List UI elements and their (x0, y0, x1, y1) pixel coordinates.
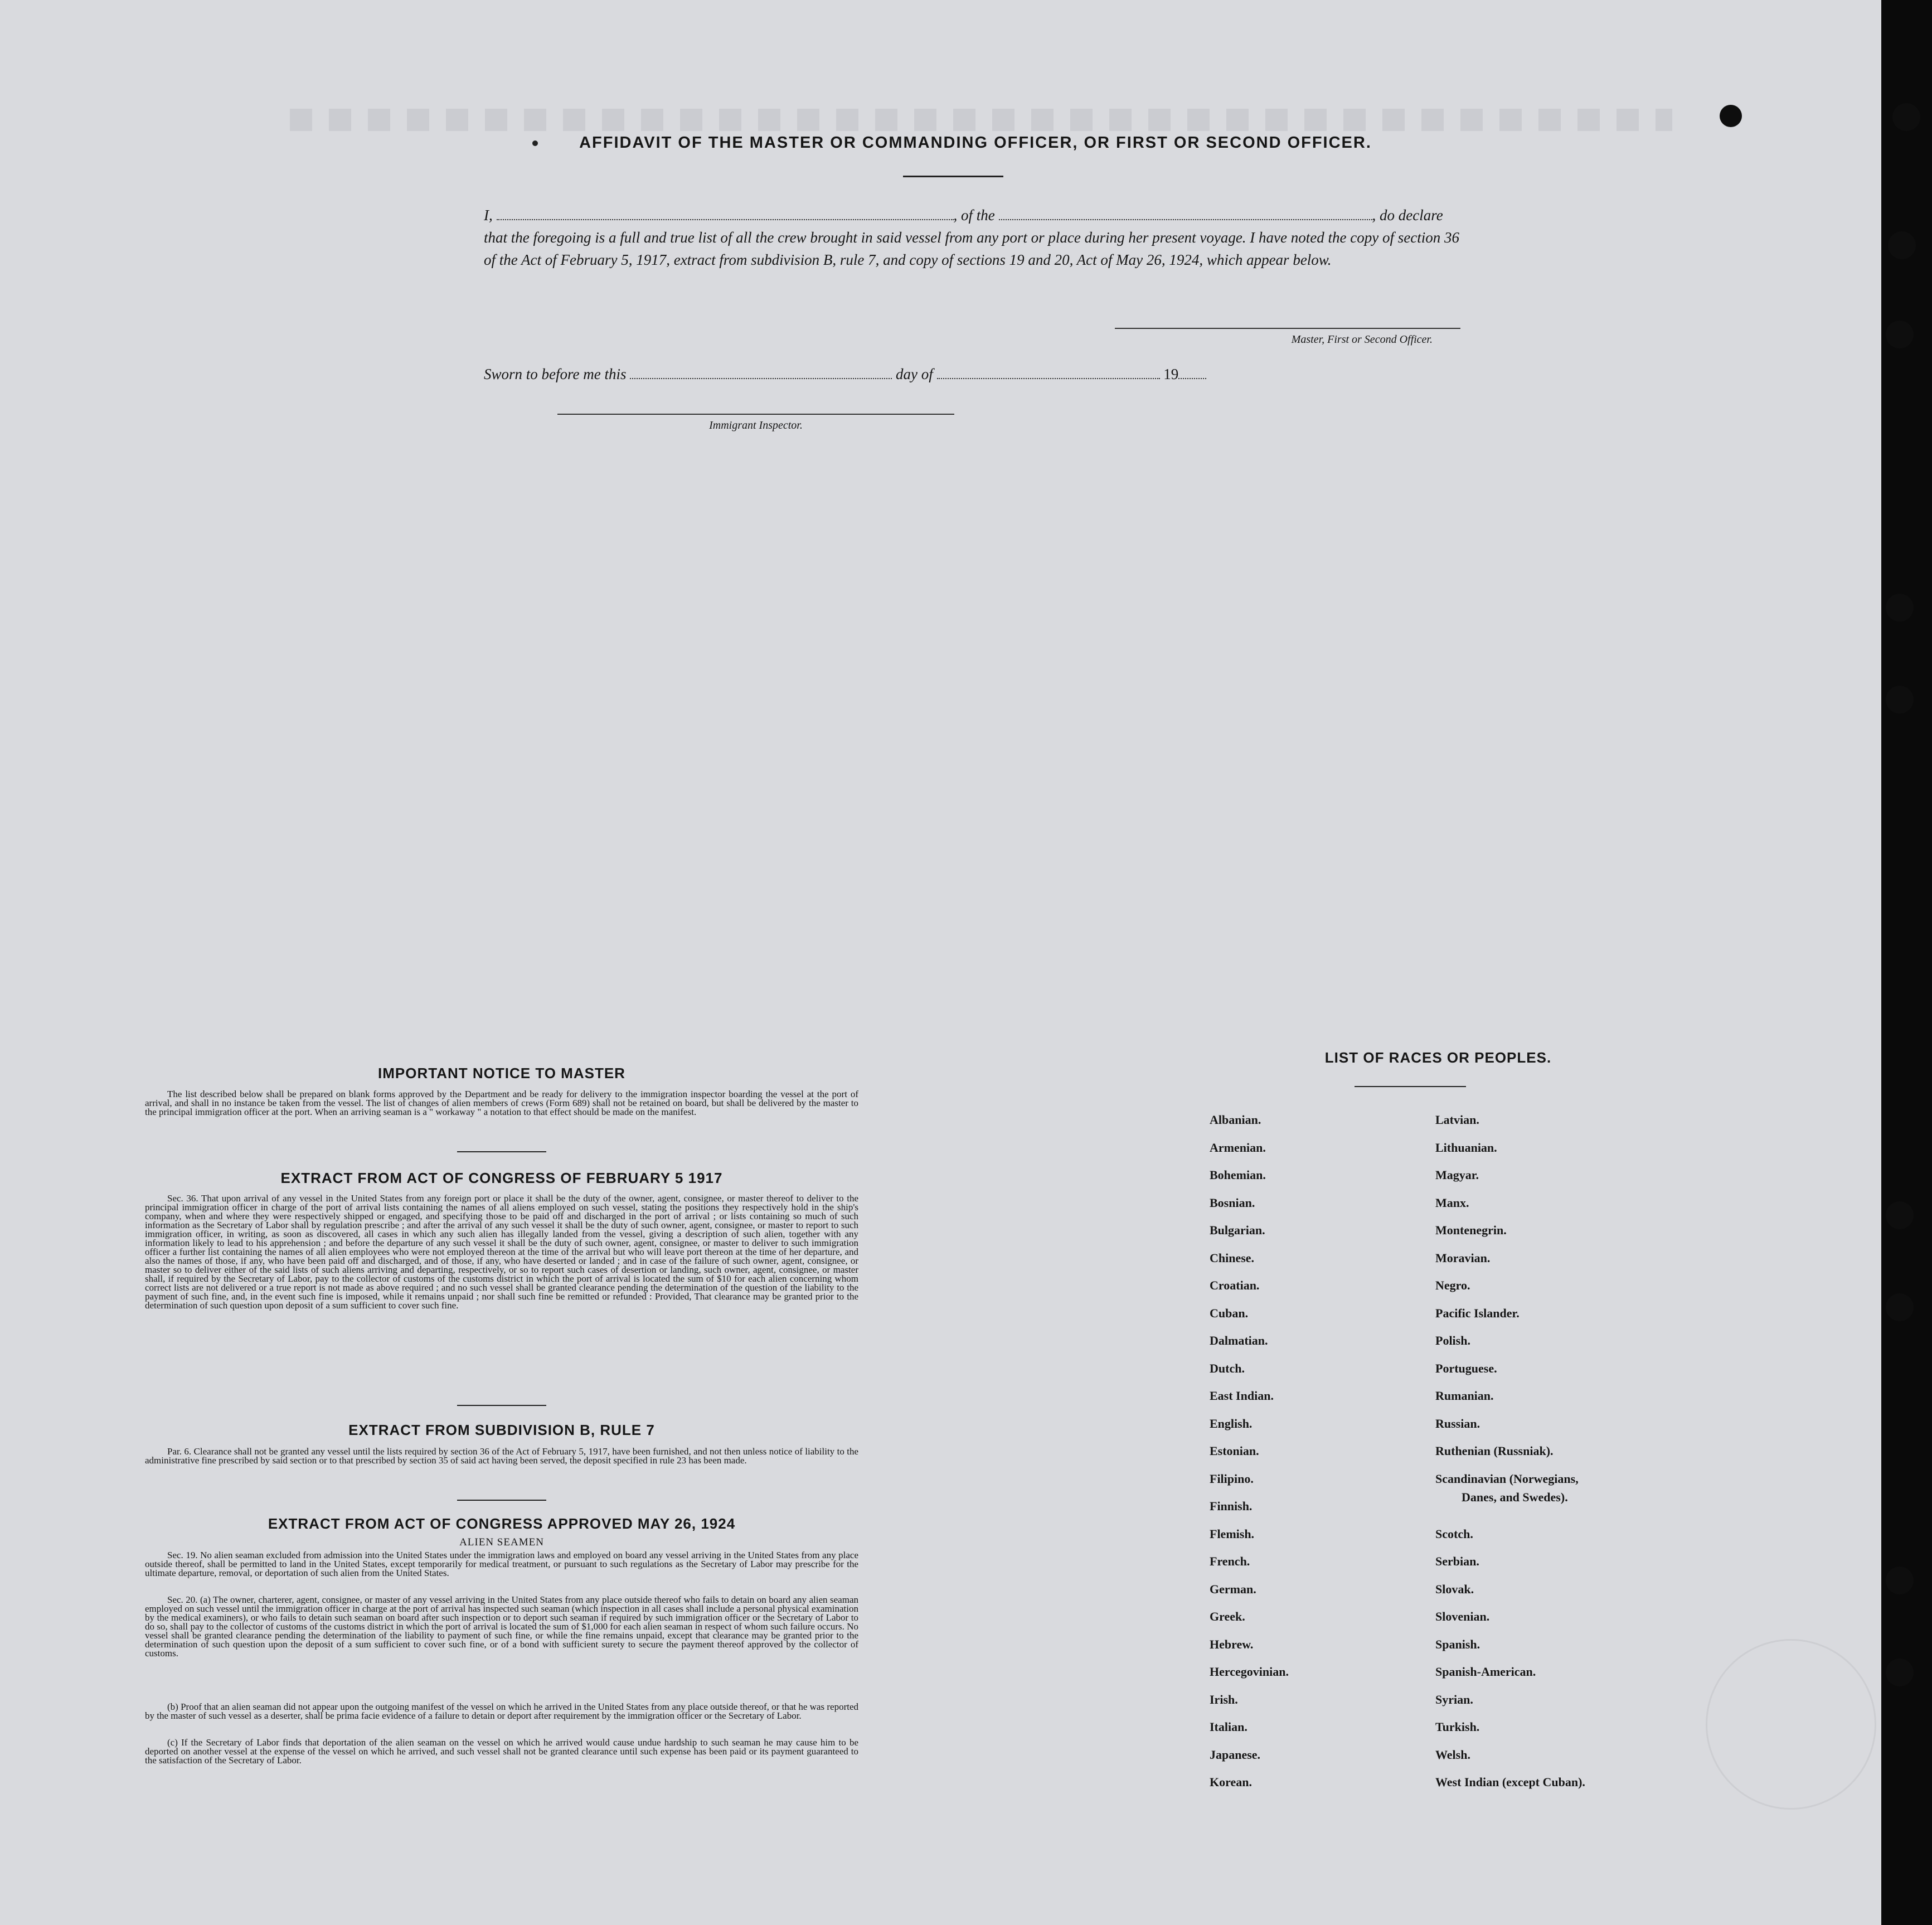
race-item: Bosnian. (1210, 1195, 1255, 1210)
year-prefix: 19 (1163, 366, 1179, 382)
race-item: Filipino. (1210, 1471, 1254, 1486)
race-item: Chinese. (1210, 1250, 1255, 1265)
master-signature-line[interactable] (1115, 328, 1460, 329)
punch-hole (1886, 1201, 1914, 1229)
race-item: Dutch. (1210, 1361, 1245, 1375)
race-item: Montenegrin. (1435, 1223, 1507, 1237)
race-item: Lithuanian. (1435, 1140, 1497, 1155)
race-item: Greek. (1210, 1609, 1245, 1623)
master-caption: Master, First or Second Officer. (1291, 333, 1433, 346)
affidavit-title-rule (903, 176, 1003, 177)
extract-rule7-title: EXTRACT FROM SUBDIVISION B, RULE 7 (348, 1422, 655, 1438)
race-item: Spanish-American. (1435, 1665, 1536, 1679)
punch-hole (1886, 1659, 1914, 1686)
race-item: Moravian. (1435, 1250, 1491, 1265)
race-item: Flemish. (1210, 1526, 1255, 1541)
race-item: Syrian. (1435, 1692, 1473, 1706)
race-item: Russian. (1435, 1416, 1480, 1431)
race-item: Polish. (1435, 1334, 1470, 1347)
extract-rule7-rule (457, 1500, 546, 1501)
race-item: Serbian. (1435, 1554, 1479, 1568)
notice-rule (457, 1151, 546, 1152)
faded-seal-stamp (1706, 1639, 1876, 1810)
affidavit-text: that the foregoing is a full and true list of all the crew brought in said vessel from any port or place during her present voyage. I have noted the copy of section 36 of the Act of February 5, 1917, extract from subdivision B, rule 7, and copy of sections 19 and 20, Act of May 26, 1924, which appear below. (484, 229, 1459, 268)
race-item: Hercegovinian. (1210, 1665, 1289, 1679)
race-item: Scandinavian (Norwegians, (1435, 1471, 1579, 1486)
inspector-signature-line[interactable] (557, 414, 954, 415)
notice-text: The list described below shall be prepared on blank forms approved by the Department and be ready for delivery to the immigration inspector boarding the vessel at the port of arrival, and shall in no instance be taken from the vessel. The list of changes of alien members of crews (Form 689) shall not be retained on board, but shall be delivered by the master to the principal immigration officer at the port. When an arriving seaman is a " workaway " a notation to that effect should be made on the manifest. (145, 1089, 858, 1117)
punch-hole (1886, 1567, 1914, 1594)
punch-hole (1886, 1293, 1914, 1321)
race-item: Scotch. (1435, 1526, 1473, 1541)
sworn-month-field[interactable] (937, 366, 1160, 379)
sec-20a-text: Sec. 20. (a) The owner, charterer, agent, consignee, or master of any vessel arriving in the United States from any place outside thereof who fails to detain on board any alien seaman employed on such vessel until the immigration officer in charge at the port of arrival has inspected such seaman (which inspection in all cases shall include a personal physical examination by the medical examiners), or who fails to detain such seaman on board after such inspection or to deport such seaman if required by such immigration officer or the Secretary of Labor to do so, shall pay to the collector of customs of the customs district in which the port of arrival is located the sum of $1,000 for each alien seaman in respect of whom such failure occurs. No vessel shall be granted clearance pending the determination of the liability to payment of such fine, or while the fine remains unpaid, except that clearance may be granted prior to the determination of such question upon the deposit of a sum sufficient to cover such fine, or of a bond with sufficient surety to secure the payment thereof approved by the collector of customs. (145, 1594, 858, 1659)
race-item: Ruthenian (Russniak). (1435, 1444, 1554, 1458)
year-field[interactable] (1178, 366, 1206, 379)
race-item: Welsh. (1435, 1747, 1470, 1762)
race-item: Slovak. (1435, 1582, 1474, 1596)
extract-1917-rule (457, 1405, 546, 1406)
alien-seamen-subtitle: ALIEN SEAMEN (459, 1536, 544, 1548)
extract-1917-title: EXTRACT FROM ACT OF CONGRESS OF FEBRUARY 5 1917 (280, 1170, 723, 1186)
race-item: Dalmatian. (1210, 1334, 1268, 1347)
race-item: Irish. (1210, 1692, 1238, 1706)
of-the-label: , of the (953, 207, 995, 224)
i-label: I, (484, 207, 493, 224)
affidavit-title: AFFIDAVIT OF THE MASTER OR COMMANDING OFFICER, OR FIRST OR SECOND OFFICER. (579, 134, 1372, 152)
declaration-line (484, 204, 1459, 226)
scan-edge (1881, 0, 1932, 1925)
sworn-day-field[interactable] (630, 366, 892, 379)
race-item: Japanese. (1210, 1747, 1261, 1762)
race-item: French. (1210, 1554, 1250, 1568)
race-item: East Indian. (1210, 1389, 1274, 1403)
races-title: LIST OF RACES OR PEOPLES. (1324, 1049, 1552, 1066)
race-item: Bulgarian. (1210, 1223, 1265, 1237)
race-item: Magyar. (1435, 1168, 1479, 1182)
day-of-label: day of (896, 366, 933, 382)
race-item: Estonian. (1210, 1444, 1259, 1458)
race-item: Spanish. (1435, 1637, 1480, 1651)
races-rule (1355, 1086, 1466, 1087)
race-item: Croatian. (1210, 1278, 1260, 1292)
punch-hole (1720, 105, 1742, 127)
race-item: German. (1210, 1582, 1256, 1596)
punch-hole (1892, 103, 1920, 131)
vessel-name-field[interactable] (999, 207, 1372, 220)
race-item: Finnish. (1210, 1499, 1253, 1513)
do-declare-label: , do declare (1372, 207, 1443, 224)
punch-hole (1886, 686, 1914, 714)
notice-title: IMPORTANT NOTICE TO MASTER (378, 1065, 625, 1082)
race-item: English. (1210, 1416, 1253, 1431)
race-item: Pacific Islander. (1435, 1306, 1520, 1320)
race-item: West Indian (except Cuban). (1435, 1775, 1585, 1789)
race-item: Portuguese. (1435, 1361, 1497, 1375)
race-item: Armenian. (1210, 1140, 1266, 1155)
punch-hole (1886, 594, 1914, 622)
extract-1924-title: EXTRACT FROM ACT OF CONGRESS APPROVED MAY 26, 1924 (268, 1515, 736, 1532)
sworn-line (484, 366, 1206, 383)
race-item: Latvian. (1435, 1113, 1479, 1127)
race-item: Cuban. (1210, 1306, 1249, 1320)
faded-header-bleed (290, 109, 1672, 131)
race-item: Bohemian. (1210, 1168, 1266, 1182)
extract-rule7-text: Par. 6. Clearance shall not be granted any vessel until the lists required by section 36 of the Act of February 5, 1917, have been furnished, and not then unless notice of liability to the administrative fine prescribed by said section or to that prescribed by section 35 of said act having been served, the deposit specified in rule 23 has been made. (145, 1446, 858, 1466)
race-item: Albanian. (1210, 1113, 1261, 1127)
sec-20c-text: (c) If the Secretary of Labor finds that deportation of the alien seaman on the vessel on which he arrived would cause undue hardship to such seaman he may cause him to be deported on another vessel at the expense of the vessel on which he arrived, and such vessel shall not be granted clearance until such expense has been paid or its payment guaranteed to the satisfaction of the Secretary of Labor. (145, 1737, 858, 1766)
sec-20b-text: (b) Proof that an alien seaman did not appear upon the outgoing manifest of the vessel on which he arrived in the United States from any place outside thereof, or that he was reported by the master of such vessel as a deserter, shall be prima facie evidence of a failure to detain or deport after requirement by the immigration officer or the Secretary of Labor. (145, 1701, 858, 1721)
race-item: Korean. (1210, 1775, 1252, 1789)
punch-hole (1886, 321, 1914, 348)
race-item: Hebrew. (1210, 1637, 1254, 1651)
race-item: Manx. (1435, 1195, 1469, 1210)
sworn-prefix: Sworn to before me this (484, 366, 627, 382)
inspector-caption: Immigrant Inspector. (709, 419, 803, 431)
race-item: Danes, and Swedes). (1462, 1490, 1568, 1504)
race-item: Turkish. (1435, 1720, 1480, 1734)
officer-name-field[interactable] (497, 207, 954, 220)
sec-19-text: Sec. 19. No alien seaman excluded from admission into the United States under the immigration laws and employed on board any vessel arriving in the United States from any place outside thereof, shall be permitted to land in the United States, except temporarily for medical treatment, or pursuant to such regulations as the Secretary of Labor may prescribe for the ultimate departure, removal, or deportation of such alien from the United States. (145, 1550, 858, 1578)
race-item: Italian. (1210, 1720, 1247, 1734)
punch-hole (1888, 231, 1916, 259)
race-item: Slovenian. (1435, 1609, 1490, 1623)
race-item: Rumanian. (1435, 1389, 1494, 1403)
affidavit-body (484, 204, 1459, 271)
race-item: Negro. (1435, 1278, 1470, 1292)
extract-1917-text: Sec. 36. That upon arrival of any vessel in the United States from any foreign port or place it shall be the duty of the owner, agent, consignee, or master thereof to deliver to the principal immigration officer in charge of the port of arrival lists containing the names of all aliens employed on such vessel, stating the positions they respectively hold in the ship's company, when and where they were respectively shipped or engaged, and specifying those to be paid off and discharged in the port of arrival ; or lists containing so much of such information as the Secretary of Labor shall by regulation prescribe ; and after the arrival of any such vessel it shall be the duty of such owner, agent, consignee, or master to report to such immigration officer, in writing, as soon as discovered, all cases in which any such alien has illegally landed from the vessel, giving a description of such alien, together with any information likely to lead to his apprehension ; and before the departure of any such vessel it shall be the duty of such owner, agent, consignee, or master to deliver to such immigration officer a further list containing the names of all alien employees who were not employed thereon at the time of the arrival but who will leave port thereon at the time of her departure, and also the names of those, if any, who have been paid off and discharged, and of those, if any, who have deserted or landed ; and in case of the failure of such owner, agent, consignee, or master so to deliver either of the said lists of such aliens arriving and departing, respectively, or so to report such cases of desertion or landing, such owner, agent, consignee, or master shall, if required by the Secretary of Labor, pay to the collector of customs of the customs district in which the port of arrival is located the sum of $10 for each alien concerning whom correct lists are not delivered or a true report is not made as above required ; and no such vessel shall be granted clearance pending the determination of the question of the liability to the payment of such fine, and, in the event such fine is imposed, while it remains unpaid ; nor shall such fine be remitted or refunded : Provided, That clearance may be granted prior to the determination of such question upon deposit of a sum sufficient to cover such fine. (145, 1193, 858, 1311)
